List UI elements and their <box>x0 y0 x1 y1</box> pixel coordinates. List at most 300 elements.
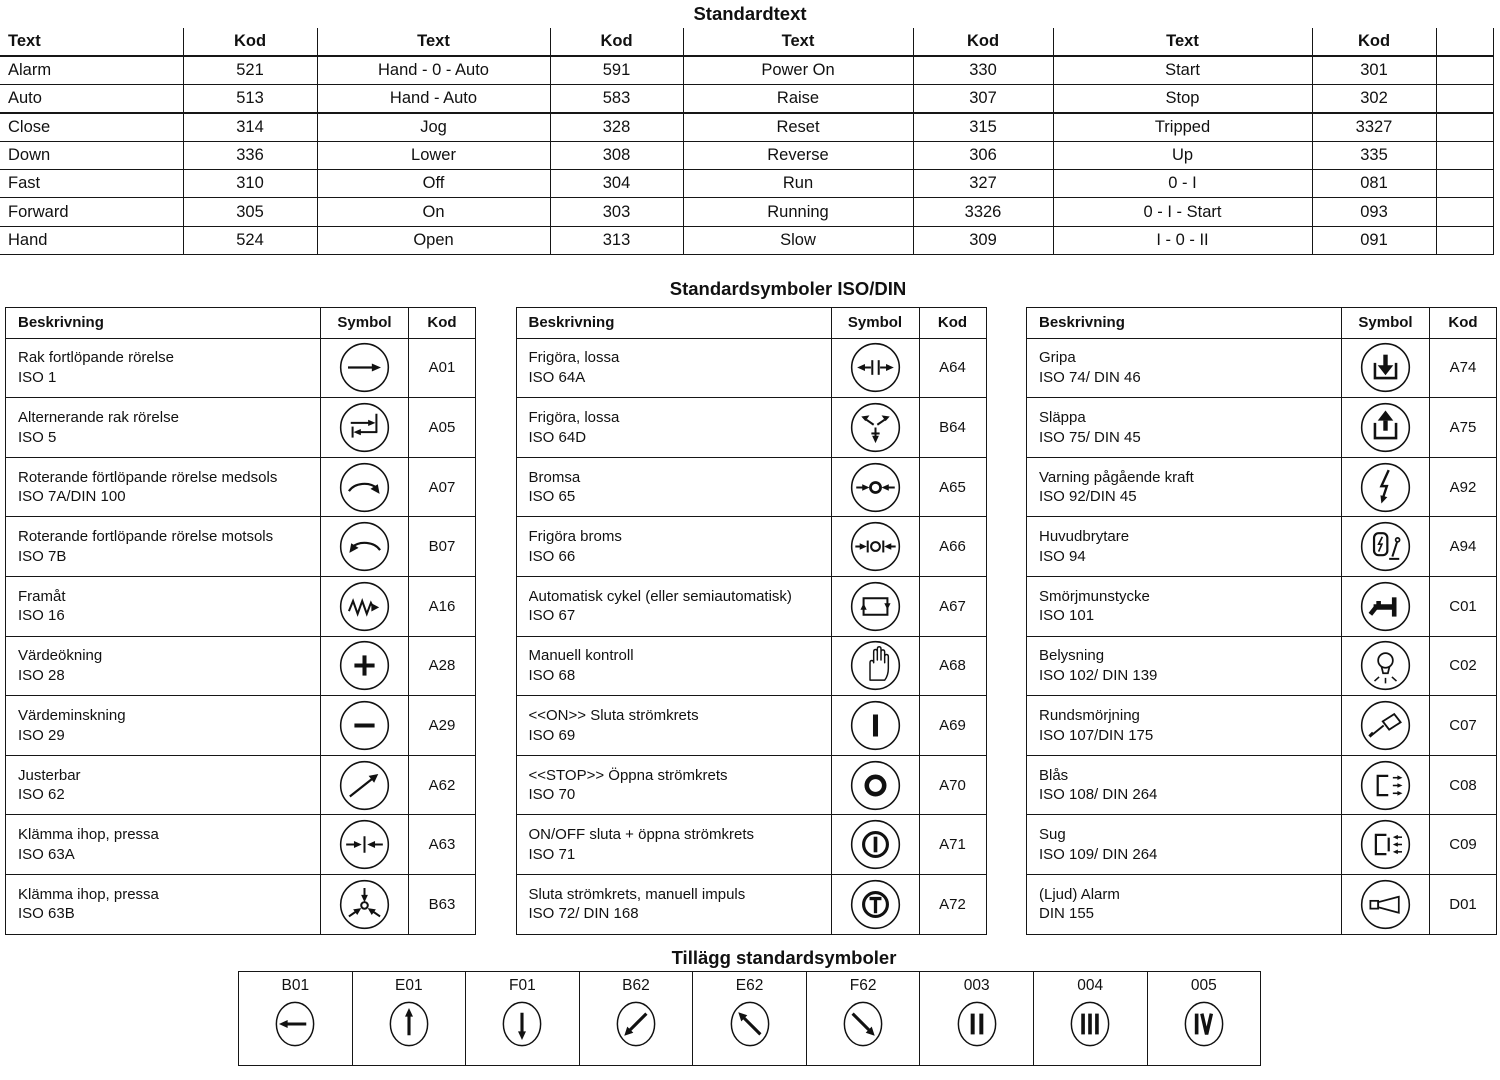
symbol-name: Värdeminskning <box>18 707 126 725</box>
lightning-icon <box>1358 460 1413 515</box>
symbol-description-cell <box>6 398 321 458</box>
symbol-description-cell <box>516 636 831 696</box>
kod-cell: 306 <box>913 142 1053 170</box>
symbol-name: Manuell kontroll <box>528 647 634 665</box>
symbol-description-cell <box>1027 517 1342 577</box>
plus-icon <box>337 638 392 693</box>
symbol-kod-cell: B64 <box>919 398 986 458</box>
symbol-name: Framåt <box>18 587 66 605</box>
symbol-kod-cell: A01 <box>409 338 476 398</box>
symbol-kod-cell: A74 <box>1430 338 1497 398</box>
kod-cell: 313 <box>550 226 683 254</box>
tillagg-cell <box>692 972 806 1065</box>
kod-cell: 335 <box>1312 142 1436 170</box>
symbol-name: Roterande fortlöpande rörelse motsols <box>18 528 274 546</box>
symbol-description-cell <box>6 815 321 875</box>
text-cell: Auto <box>0 85 183 114</box>
kod-cell: 310 <box>183 170 317 198</box>
symbol-description-cell <box>6 577 321 637</box>
symbol-kod-cell: A68 <box>919 636 986 696</box>
kod-header: Kod <box>919 307 986 338</box>
kod-cell: 081 <box>1312 170 1436 198</box>
symbol-row <box>1027 398 1497 458</box>
symbol-name: Bromsa <box>528 468 581 486</box>
symbol-name: Automatisk cykel (eller semiautomatisk) <box>528 587 792 605</box>
symbol-name: Blås <box>1039 766 1069 784</box>
symbol-name: Klämma ihop, pressa <box>18 826 159 844</box>
symbol-row <box>1027 338 1497 398</box>
text-cell: Forward <box>0 198 183 226</box>
symbol-name: Varning pågående kraft <box>1039 468 1194 486</box>
symbol-kod-cell: C08 <box>1430 755 1497 815</box>
kod-cell: 308 <box>550 142 683 170</box>
text-cell: Off <box>317 170 550 198</box>
text-cell: Open <box>317 226 550 254</box>
standardtext-header-row <box>0 28 1493 56</box>
tillagg-cell <box>919 972 1033 1065</box>
tillagg-kod-label: 005 <box>1190 976 1217 994</box>
grease-nozzle-icon <box>1358 579 1413 634</box>
symbol-description-cell <box>6 636 321 696</box>
empty-cell <box>1436 170 1493 198</box>
text-cell: Power On <box>683 56 913 85</box>
symbol-kod-cell: A67 <box>919 577 986 637</box>
symbol-cell <box>1342 636 1430 696</box>
tillagg-kod-label: B62 <box>622 976 650 994</box>
symbol-kod-cell: A29 <box>409 696 476 756</box>
standardtext-body <box>0 56 1493 254</box>
symbol-standard-ref: ISO 5 <box>18 428 57 446</box>
symbol-kod-cell: A63 <box>409 815 476 875</box>
standardtext-title: Standardtext <box>693 3 807 24</box>
symbol-cell <box>831 338 919 398</box>
text-cell: 0 - I <box>1053 170 1312 198</box>
blow-icon <box>1358 758 1413 813</box>
kod-cell: 513 <box>183 85 317 114</box>
symbol-standard-ref: ISO 68 <box>528 666 576 684</box>
kod-cell: 3326 <box>913 198 1053 226</box>
symbol-description-cell <box>1027 696 1342 756</box>
kod-column-header: Kod <box>913 28 1053 56</box>
symbol-tables <box>0 307 1500 935</box>
stop-ring-icon <box>848 758 903 813</box>
symbol-cell <box>1342 517 1430 577</box>
symbol-name: Belysning <box>1039 647 1105 665</box>
symbol-standard-ref: ISO 102/ DIN 139 <box>1039 666 1158 684</box>
symbol-description-cell <box>516 696 831 756</box>
symbol-kod-cell: A71 <box>919 815 986 875</box>
symbol-table-middle <box>516 307 987 935</box>
kod-cell: 3327 <box>1312 113 1436 142</box>
symbol-kod-cell: A65 <box>919 457 986 517</box>
text-cell: Lower <box>317 142 550 170</box>
symbol-cell <box>1342 338 1430 398</box>
symbol-name: Sug <box>1039 826 1066 844</box>
symbol-cell <box>321 338 409 398</box>
symbol-description-cell <box>516 815 831 875</box>
release-brake-icon <box>848 519 903 574</box>
symbol-name: Roterande förtlöpande rörelse medsols <box>18 468 278 486</box>
symbol-name: Släppa <box>1039 409 1086 427</box>
symbol-row <box>6 755 476 815</box>
symbol-cell <box>321 457 409 517</box>
symbol-cell <box>831 815 919 875</box>
text-cell: Hand - Auto <box>317 85 550 114</box>
compress-three-icon <box>337 877 392 932</box>
symbol-table-left <box>5 307 476 935</box>
text-cell: Running <box>683 198 913 226</box>
text-cell: Hand <box>0 226 183 254</box>
symbol-row <box>1027 875 1497 935</box>
symbol-description-cell <box>516 457 831 517</box>
symbol-kod-cell: A66 <box>919 517 986 577</box>
symbol-standard-ref: ISO 16 <box>18 607 65 625</box>
kod-cell: 521 <box>183 56 317 85</box>
symbol-standard-ref: ISO 108/ DIN 264 <box>1039 786 1158 804</box>
symbol-description-cell <box>1027 398 1342 458</box>
tillagg-cell <box>239 972 352 1065</box>
symbol-kod-cell: A70 <box>919 755 986 815</box>
text-cell: I - 0 - II <box>1053 226 1312 254</box>
kod-cell: 314 <box>183 113 317 142</box>
arrow-down-left-icon <box>610 995 662 1053</box>
text-cell: On <box>317 198 550 226</box>
symbol-cell <box>321 696 409 756</box>
symbol-kod-cell: A75 <box>1430 398 1497 458</box>
symbol-cell <box>321 875 409 935</box>
symbol-standard-ref: ISO 63A <box>18 845 75 863</box>
symbol-row <box>516 875 986 935</box>
tillagg-cell <box>1033 972 1147 1065</box>
symbol-description-cell <box>6 517 321 577</box>
two-bars-icon <box>951 995 1003 1053</box>
symbol-kod-cell: A72 <box>919 875 986 935</box>
rotate-counterclockwise-icon <box>337 519 392 574</box>
symbol-description-cell <box>6 755 321 815</box>
symbol-name: (Ljud) Alarm <box>1039 885 1120 903</box>
symbol-standard-ref: DIN 155 <box>1039 905 1095 923</box>
roman-four-icon <box>1178 995 1230 1053</box>
symbol-row <box>6 875 476 935</box>
symbol-description-cell <box>516 338 831 398</box>
symbol-standard-ref: ISO 72/ DIN 168 <box>528 905 639 923</box>
empty-cell <box>1436 85 1493 114</box>
symbol-description-cell <box>516 755 831 815</box>
text-cell: Reverse <box>683 142 913 170</box>
symbol-kod-cell: A94 <box>1430 517 1497 577</box>
symbol-kod-cell: C07 <box>1430 696 1497 756</box>
main-switch-icon <box>1358 519 1413 574</box>
symbol-row <box>6 636 476 696</box>
beskrivning-header: Beskrivning <box>6 307 321 338</box>
symbol-name: Gripa <box>1039 349 1076 367</box>
symbol-cell <box>1342 815 1430 875</box>
symbol-standard-ref: ISO 65 <box>528 488 576 506</box>
symbol-name: Alternerande rak rörelse <box>18 409 179 427</box>
symbol-row <box>516 755 986 815</box>
symbol-description-cell <box>1027 457 1342 517</box>
impulse-icon <box>848 877 903 932</box>
symbol-cell <box>321 398 409 458</box>
symbol-name: Frigöra, lossa <box>528 409 620 427</box>
tillagg-kod-label: F01 <box>509 976 536 994</box>
symbol-name: Värdeökning <box>18 647 103 665</box>
symbol-name: Frigöra, lossa <box>528 349 620 367</box>
symbol-row <box>516 815 986 875</box>
symbol-description-cell <box>1027 577 1342 637</box>
symbol-cell <box>831 457 919 517</box>
kod-cell: 304 <box>550 170 683 198</box>
symbol-name: Frigöra broms <box>528 528 622 546</box>
tillagg-kod-label: E62 <box>735 976 764 994</box>
empty-cell <box>1436 198 1493 226</box>
tillagg-kod-label: 004 <box>1077 976 1104 994</box>
arrow-right-icon <box>337 340 392 395</box>
text-cell: Slow <box>683 226 913 254</box>
diagonal-arrow-icon <box>337 758 392 813</box>
symbol-description-cell <box>1027 875 1342 935</box>
kod-cell: 330 <box>913 56 1053 85</box>
kod-cell: 309 <box>913 226 1053 254</box>
symbol-standard-ref: ISO 92/DIN 45 <box>1039 488 1137 506</box>
symbol-kod-cell: A28 <box>409 636 476 696</box>
empty-cell <box>1436 226 1493 254</box>
symbol-cell <box>1342 696 1430 756</box>
tillagg-kod-label: E01 <box>395 976 423 994</box>
tillagg-cell <box>1147 972 1261 1065</box>
symbol-table-right <box>1026 307 1497 935</box>
text-cell: Reset <box>683 113 913 142</box>
tillagg-cell <box>806 972 920 1065</box>
symbol-row <box>1027 636 1497 696</box>
symbol-standard-ref: ISO 64A <box>528 368 586 386</box>
symbol-name: <<STOP>> Öppna strömkrets <box>528 766 728 784</box>
kod-cell: 583 <box>550 85 683 114</box>
symbol-row <box>1027 815 1497 875</box>
arrow-left-icon <box>269 995 321 1053</box>
symbol-kod-cell: B63 <box>409 875 476 935</box>
standardtext-row <box>0 142 1493 170</box>
symbol-row <box>6 577 476 637</box>
tillagg-kod-label: 003 <box>963 976 990 994</box>
symbol-standard-ref: ISO 66 <box>528 547 576 565</box>
symbol-row <box>6 815 476 875</box>
symbol-standard-ref: ISO 107/DIN 175 <box>1039 726 1154 744</box>
symbol-row <box>1027 577 1497 637</box>
symbol-name: Smörjmunstycke <box>1039 587 1150 605</box>
lamp-icon <box>1358 638 1413 693</box>
symbol-name: Rundsmörjning <box>1039 707 1140 725</box>
symbol-kod-cell: D01 <box>1430 875 1497 935</box>
auto-cycle-icon <box>848 579 903 634</box>
symbol-cell <box>831 875 919 935</box>
symbol-row <box>6 338 476 398</box>
empty-cell <box>1436 142 1493 170</box>
tillagg-table <box>238 971 1261 1066</box>
symbol-row <box>516 457 986 517</box>
text-cell: Stop <box>1053 85 1312 114</box>
symbol-standard-ref: ISO 67 <box>528 607 576 625</box>
standardtext-row <box>0 226 1493 254</box>
text-column-header: Text <box>1053 28 1312 56</box>
symbol-cell <box>831 577 919 637</box>
symbols-title: Standardsymboler ISO/DIN <box>669 277 907 299</box>
grip-icon <box>1358 340 1413 395</box>
kod-cell: 591 <box>550 56 683 85</box>
symbol-standard-ref: ISO 7B <box>18 547 67 565</box>
kod-cell: 093 <box>1312 198 1436 226</box>
kod-cell: 091 <box>1312 226 1436 254</box>
kod-cell: 305 <box>183 198 317 226</box>
kod-cell: 303 <box>550 198 683 226</box>
symbol-description-cell <box>516 875 831 935</box>
symbol-row <box>1027 696 1497 756</box>
symbol-standard-ref: ISO 69 <box>528 726 576 744</box>
kod-header: Kod <box>409 307 476 338</box>
symbol-row <box>516 338 986 398</box>
symbol-description-cell <box>1027 755 1342 815</box>
text-column-header: Text <box>0 28 183 56</box>
symbol-name: <<ON>> Sluta strömkrets <box>528 707 699 725</box>
symbol-standard-ref: ISO 62 <box>18 786 65 804</box>
text-cell: Up <box>1053 142 1312 170</box>
release-three-icon <box>848 400 903 455</box>
on-bar-icon <box>848 698 903 753</box>
beskrivning-header: Beskrivning <box>1027 307 1342 338</box>
three-bars-icon <box>1064 995 1116 1053</box>
text-cell: Start <box>1053 56 1312 85</box>
alternating-motion-icon <box>337 400 392 455</box>
tillagg-kod-label: B01 <box>281 976 310 994</box>
text-cell: Down <box>0 142 183 170</box>
text-cell: Alarm <box>0 56 183 85</box>
tillagg-symbol <box>837 994 889 1053</box>
standardtext-row <box>0 56 1493 85</box>
standardtext-row <box>0 85 1493 114</box>
tillagg-symbol <box>383 994 435 1053</box>
suction-icon <box>1358 817 1413 872</box>
symbol-standard-ref: ISO 29 <box>18 726 65 744</box>
symbol-kod-cell: A62 <box>409 755 476 815</box>
text-cell: Fast <box>0 170 183 198</box>
symbol-row <box>6 398 476 458</box>
symbol-description-cell <box>516 398 831 458</box>
symbol-kod-cell: C02 <box>1430 636 1497 696</box>
kod-cell: 302 <box>1312 85 1436 114</box>
symbol-cell <box>1342 457 1430 517</box>
symbol-kod-cell: A07 <box>409 457 476 517</box>
symbol-standard-ref: ISO 7A/DIN 100 <box>18 488 126 506</box>
symbol-name: Rak fortlöpande rörelse <box>18 349 174 367</box>
tillagg-symbol <box>269 994 321 1053</box>
empty-column-header <box>1436 28 1493 56</box>
symbol-name: Sluta strömkrets, manuell impuls <box>528 885 746 903</box>
empty-cell <box>1436 113 1493 142</box>
kod-cell: 315 <box>913 113 1053 142</box>
symbol-row <box>6 457 476 517</box>
symbol-description-cell <box>1027 636 1342 696</box>
symbol-row <box>516 517 986 577</box>
symbol-description-cell <box>516 577 831 637</box>
text-cell: Run <box>683 170 913 198</box>
symbol-cell <box>321 577 409 637</box>
symbol-row <box>1027 517 1497 577</box>
symbol-cell <box>831 517 919 577</box>
tillagg-symbol <box>1178 994 1230 1053</box>
symbol-name: Justerbar <box>18 766 81 784</box>
symbol-kod-cell: A64 <box>919 338 986 398</box>
symbol-cell <box>1342 755 1430 815</box>
hand-icon <box>848 638 903 693</box>
symbol-cell <box>831 755 919 815</box>
symbol-cell <box>1342 398 1430 458</box>
on-off-icon <box>848 817 903 872</box>
symbol-kod-cell: A05 <box>409 398 476 458</box>
symbol-standard-ref: ISO 64D <box>528 428 587 446</box>
symbol-name: Huvudbrytare <box>1039 528 1130 546</box>
symbol-kod-cell: A92 <box>1430 457 1497 517</box>
symbol-standard-ref: ISO 75/ DIN 45 <box>1039 428 1141 446</box>
symbol-cell <box>321 815 409 875</box>
text-cell: 0 - I - Start <box>1053 198 1312 226</box>
symbol-description-cell <box>1027 815 1342 875</box>
text-cell: Jog <box>317 113 550 142</box>
standardtext-row <box>0 198 1493 226</box>
empty-cell <box>1436 56 1493 85</box>
tillagg-cell <box>579 972 693 1065</box>
tillagg-symbol <box>496 994 548 1053</box>
kod-column-header: Kod <box>183 28 317 56</box>
arrow-down-icon <box>496 995 548 1053</box>
kod-column-header: Kod <box>550 28 683 56</box>
kod-cell: 307 <box>913 85 1053 114</box>
kod-header: Kod <box>1430 307 1497 338</box>
text-cell: Tripped <box>1053 113 1312 142</box>
symbol-kod-cell: C01 <box>1430 577 1497 637</box>
horn-icon <box>1358 877 1413 932</box>
symbol-description-cell <box>6 875 321 935</box>
arrow-down-right-icon <box>837 995 889 1053</box>
symbol-cell <box>321 517 409 577</box>
kod-cell: 524 <box>183 226 317 254</box>
symbol-description-cell <box>6 338 321 398</box>
symbol-name: ON/OFF sluta + öppna strömkrets <box>528 826 754 844</box>
symbol-row <box>516 398 986 458</box>
symbol-kod-cell: A16 <box>409 577 476 637</box>
symbol-standard-ref: ISO 28 <box>18 666 65 684</box>
symbol-standard-ref: ISO 71 <box>528 845 576 863</box>
standardtext-row <box>0 113 1493 142</box>
minus-icon <box>337 698 392 753</box>
tillagg-symbol <box>610 994 662 1053</box>
tillagg-symbol <box>724 994 776 1053</box>
symbol-standard-ref: ISO 101 <box>1039 607 1095 625</box>
text-cell: Hand - 0 - Auto <box>317 56 550 85</box>
symbol-standard-ref: ISO 70 <box>528 786 576 804</box>
text-cell: Close <box>0 113 183 142</box>
tillagg-symbol <box>1064 994 1116 1053</box>
tillagg-cell <box>465 972 579 1065</box>
symbol-row <box>1027 457 1497 517</box>
kod-cell: 301 <box>1312 56 1436 85</box>
symbol-cell <box>321 755 409 815</box>
symbol-description-cell <box>6 696 321 756</box>
symbol-header: Symbol <box>1342 307 1430 338</box>
kod-column-header: Kod <box>1312 28 1436 56</box>
symbol-row <box>6 696 476 756</box>
symbol-row <box>516 577 986 637</box>
text-column-header: Text <box>317 28 550 56</box>
